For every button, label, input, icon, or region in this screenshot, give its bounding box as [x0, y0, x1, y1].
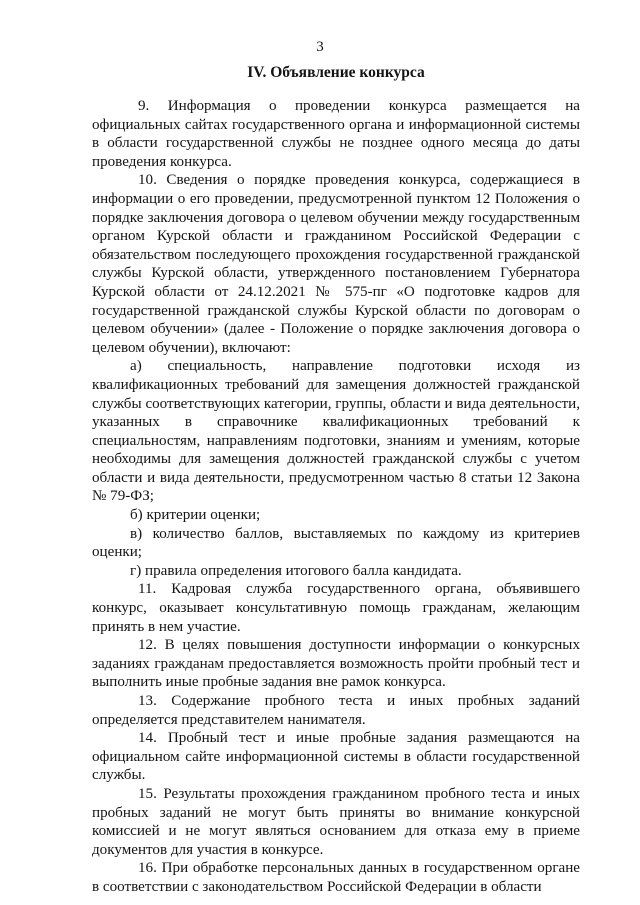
subitem-v: в) количество баллов, выставляемых по каждому из критериев оценки;	[92, 525, 580, 561]
document-body	[92, 97, 580, 897]
section-title: IV. Объявление конкурса	[247, 64, 425, 81]
paragraph-12: 12. В целях повышения доступности информации о конкурсных заданиях гражданам предоставляется возможность пройти пробный тест и выполнить иные пробные задания вне рамок конкурса.	[92, 637, 580, 691]
paragraph-16: 16. При обработке персональных данных в государственном органе в соответствии с законодательством Российской Федерации в области	[92, 860, 580, 895]
subitem-g: г) правила определения итогового балла кандидата.	[130, 562, 462, 579]
paragraph-13: 13. Содержание пробного теста и иных пробных заданий определяется представителем нанимателя.	[92, 693, 580, 728]
paragraph-15: 15. Результаты прохождения гражданином пробного теста и иных пробных заданий не могут быть приняты во внимание конкурсной комиссией и не могут являться основанием для отказа ему в приеме документов для участия в конкурсе.	[92, 785, 580, 858]
subitem-b: б) критерии оценки;	[130, 507, 261, 524]
paragraph-10: 10. Сведения о порядке проведения конкурса, содержащиеся в информации о его проведении, предусмотренной пунктом 12 Положения о порядке заключения договора о целевом обучении между государственным органом Курской области и гражданином Российской Федерации с обязательством последующего прохождения государственной гражданской службы Курской области, утвержденного постановлением Губернатора Курской области от 24.12.2021 № 575-пг «О подготовке кадров для государственной гражданской службы Курской области по договорам о целевом обучении» (далее - Положение о порядке заключения договора о целевом обучении), включают:	[92, 172, 580, 356]
paragraph-11: 11. Кадровая служба государственного органа, объявившего конкурс, оказывает консультативную помощь гражданам, желающим принять в нем участие.	[92, 581, 580, 635]
subitem-a: а) специальность, направление подготовки исходя из квалификационных требований для замещения должностей гражданской службы соответствующих категории, группы, области и вида деятельности, указанных в справочнике квалификационных требований к специальностям, направлениям подготовки, знаниям и умениям, которые необходимы для замещения должностей гражданской службы с учетом области и вида деятельности, предусмотренном частью 8 статьи 12 Закона № 79-ФЗ;	[92, 358, 580, 505]
paragraph-14: 14. Пробный тест и иные пробные задания размещаются на официальном сайте информационной системы в области государственной службы.	[92, 730, 580, 784]
paragraph-9: 9. Информация о проведении конкурса размещается на официальных сайтах государственного органа и информационной системы в области государственной службы не позднее одного месяца до даты проведения конкурса.	[92, 98, 580, 170]
page-number: 3	[316, 39, 324, 55]
